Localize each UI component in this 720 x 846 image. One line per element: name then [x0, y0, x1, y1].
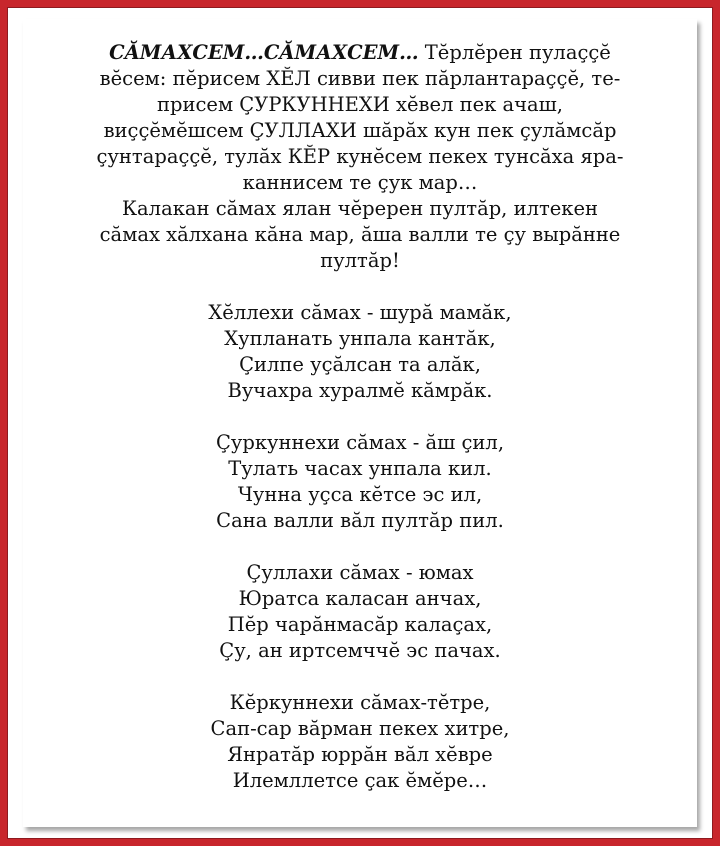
stanza-summer [67, 560, 653, 664]
stanza-line: Сап-сар вăрман пекех хитре, [210, 717, 510, 740]
intro-line: вĕсем: пĕрисем ХĔЛ сивви пек пăрлантараççĕ, те- [99, 67, 621, 90]
intro-line: присем ÇУРКУННЕХИ хĕвел пек ачаш, [157, 93, 563, 116]
stanza-line: Чунна уçса кĕтсе эс ил, [237, 483, 483, 506]
title: СĂМАХСЕМ…СĂМАХСЕМ… [109, 41, 419, 64]
intro-paragraph [67, 40, 653, 274]
stanza-line: Хĕллехи сăмах - шурă мамăк, [208, 301, 512, 324]
text-panel [23, 19, 697, 827]
stanza-line: Хупланать унпала кантăк, [224, 327, 496, 350]
intro-line-1-text: Тĕрлĕрен пулаççĕ [418, 41, 611, 64]
intro-line: пултăр! [320, 249, 400, 272]
stanza-line: Çуллахи сăмах - юмах [246, 561, 474, 584]
stanza-line: Кĕркуннехи сăмах-тĕтре, [229, 691, 491, 714]
stanza-line: Пĕр чарăнмасăр калаçах, [227, 613, 493, 636]
stanza-line: Çуркуннехи сăмах - ăш çил, [215, 431, 505, 454]
stanza-line: Илемллетсе çак ĕмĕре… [232, 769, 488, 792]
intro-line: çунтараççĕ, тулăх КĔР кунĕсем пекех тунсăха яра- [96, 145, 624, 168]
stanza-line: Сана валли вăл пултăр пил. [216, 509, 504, 532]
intro-line: виççĕмĕшсем ÇУЛЛАХИ шăрăх кун пек çулăмсăр [103, 119, 617, 142]
stanza-autumn [67, 690, 653, 794]
stanza-spring [67, 430, 653, 534]
stanza-winter [67, 300, 653, 404]
intro-line: сăмах хăлхана кăна мар, ăша валли те çу вырăнне [99, 223, 621, 246]
stanza-line: Тулать часах унпала кил. [228, 457, 492, 480]
stanza-line: Çу, ан иртсемччĕ эс пачах. [219, 639, 501, 662]
intro-line: Калакан сăмах ялан чĕререн пултăр, илтекен [121, 197, 599, 220]
intro-line-1 [67, 40, 653, 66]
poem-content [67, 40, 653, 794]
stanza-line: Çилпе уçăлсан та алăк, [239, 353, 481, 376]
stanza-line: Вучахра хуралмĕ кăмрăк. [227, 379, 493, 402]
stanza-line: Юратса каласан анчах, [238, 587, 482, 610]
intro-line: каннисем те çук мар… [242, 171, 478, 194]
stanza-line: Янратăр юррăн вăл хĕвре [227, 743, 493, 766]
